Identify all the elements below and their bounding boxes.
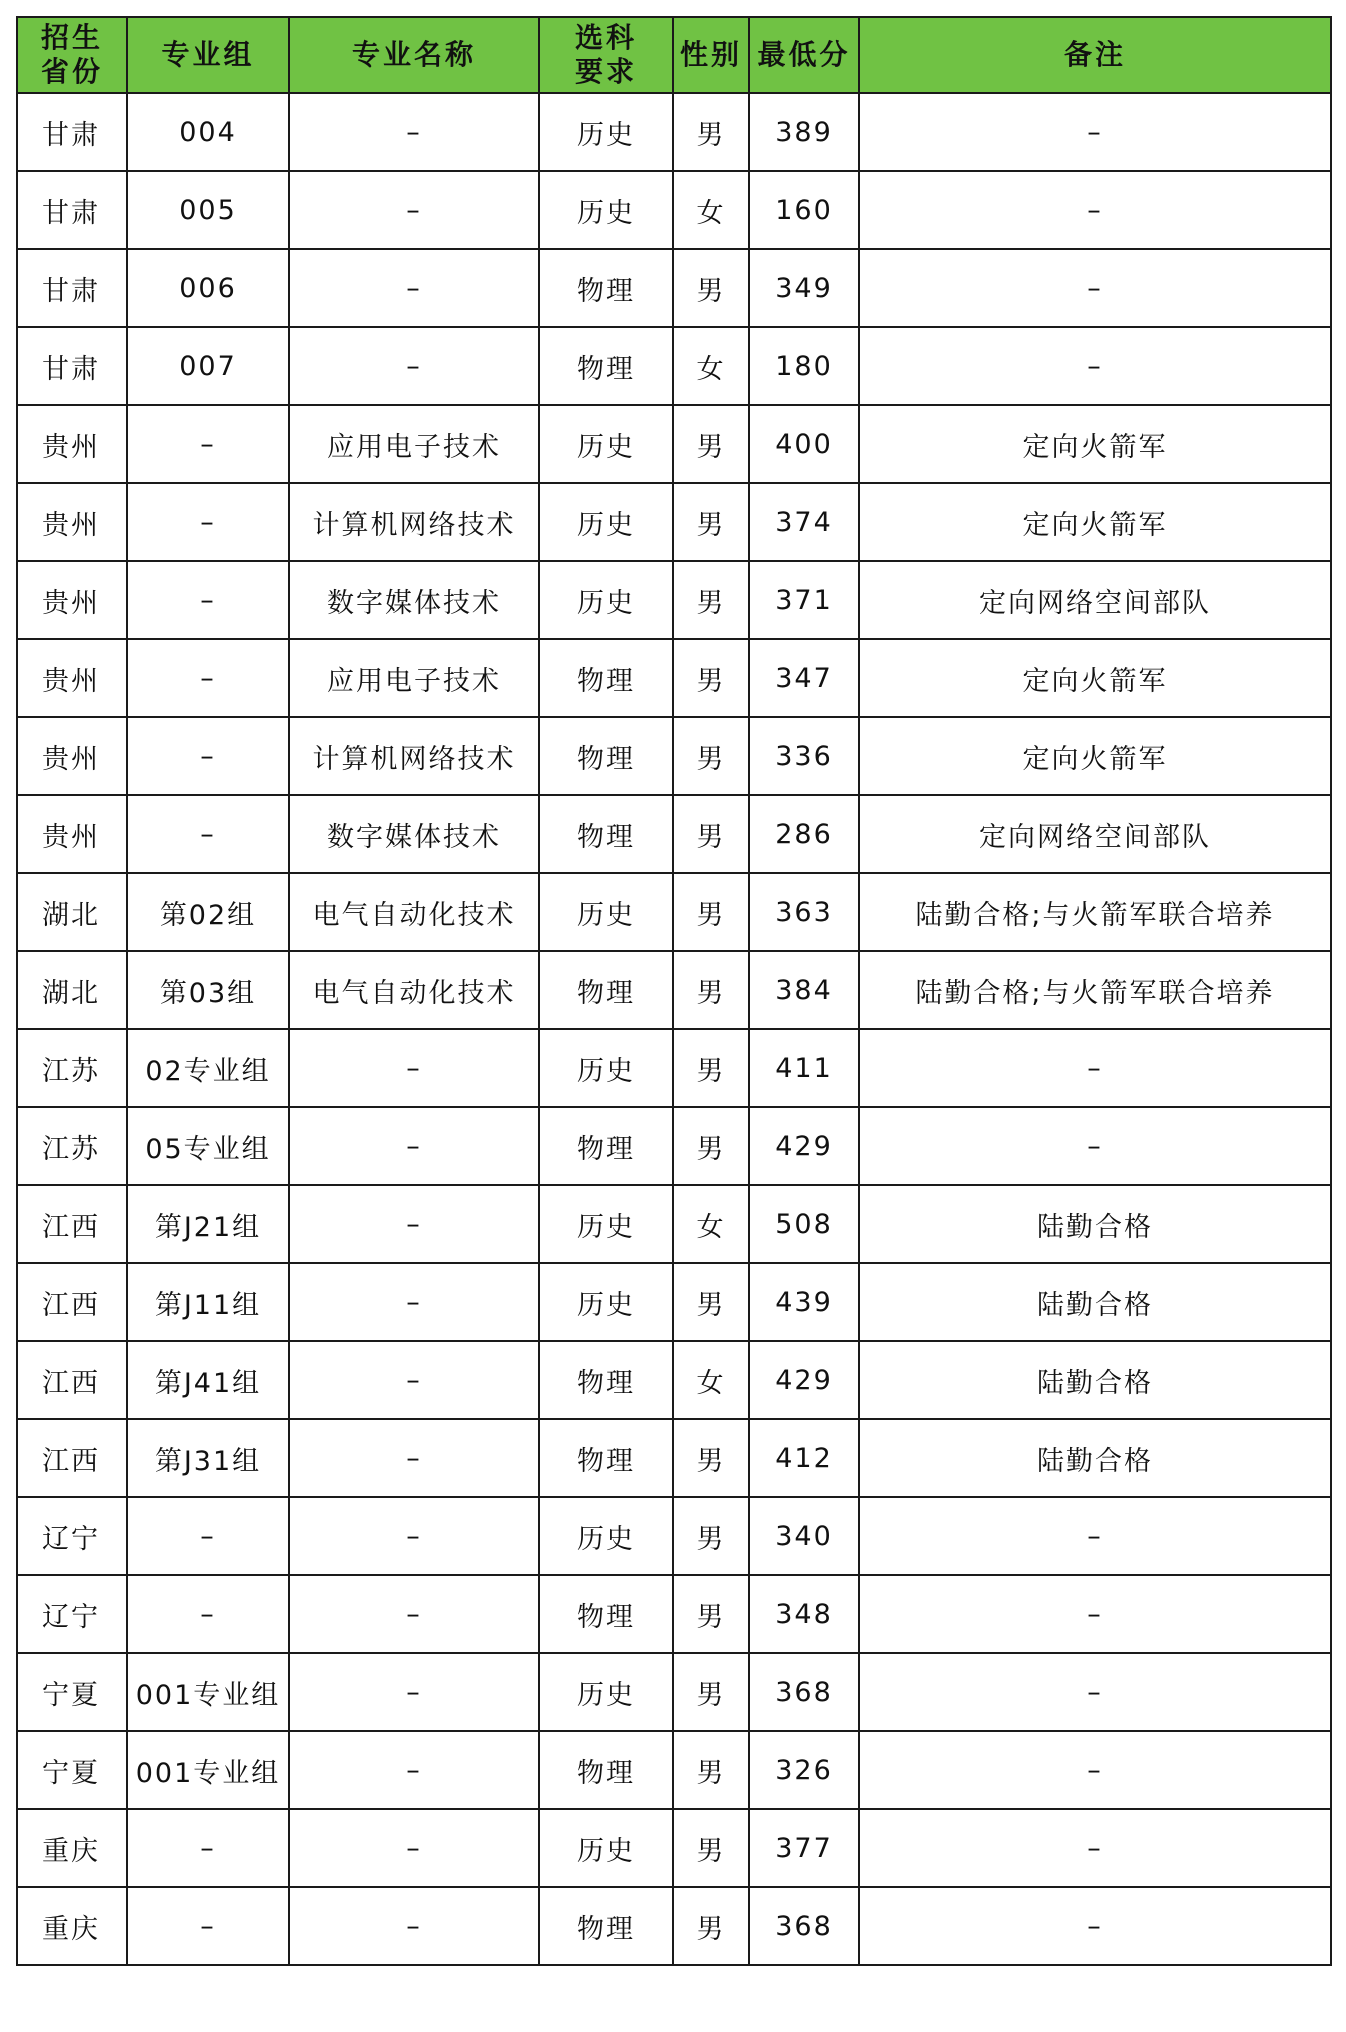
cell-subject: 物理	[539, 249, 673, 327]
cell-min-score: 286	[749, 795, 859, 873]
cell-major: –	[289, 1887, 539, 1965]
cell-major: –	[289, 1653, 539, 1731]
table-row	[17, 171, 1331, 249]
cell-gender: 男	[673, 717, 749, 795]
table-row	[17, 1809, 1331, 1887]
cell-group: –	[127, 639, 289, 717]
cell-province: 甘肃	[17, 93, 127, 171]
cell-group: 004	[127, 93, 289, 171]
cell-group: 001专业组	[127, 1653, 289, 1731]
table-row	[17, 405, 1331, 483]
cell-min-score: 429	[749, 1107, 859, 1185]
cell-group: 第03组	[127, 951, 289, 1029]
cell-major: –	[289, 1341, 539, 1419]
cell-major: 应用电子技术	[289, 405, 539, 483]
cell-remark: –	[859, 1029, 1331, 1107]
cell-gender: 女	[673, 327, 749, 405]
cell-subject: 历史	[539, 1497, 673, 1575]
header-province	[17, 17, 127, 93]
table-row	[17, 1185, 1331, 1263]
cell-min-score: 363	[749, 873, 859, 951]
cell-group: –	[127, 1887, 289, 1965]
cell-min-score: 400	[749, 405, 859, 483]
header-gender: 性别	[673, 17, 749, 93]
cell-min-score: 371	[749, 561, 859, 639]
cell-subject: 历史	[539, 1263, 673, 1341]
cell-group: 第J21组	[127, 1185, 289, 1263]
cell-group: 05专业组	[127, 1107, 289, 1185]
header-province-line1: 招生	[40, 21, 103, 54]
cell-gender: 男	[673, 951, 749, 1029]
cell-min-score: 411	[749, 1029, 859, 1107]
cell-gender: 女	[673, 1185, 749, 1263]
cell-gender: 男	[673, 1809, 749, 1887]
cell-remark: 定向火箭军	[859, 639, 1331, 717]
table-row	[17, 1263, 1331, 1341]
cell-min-score: 389	[749, 93, 859, 171]
cell-province: 辽宁	[17, 1575, 127, 1653]
header-subject-line1: 选科	[574, 21, 637, 54]
cell-subject: 历史	[539, 171, 673, 249]
cell-subject: 历史	[539, 483, 673, 561]
cell-group: 第J11组	[127, 1263, 289, 1341]
cell-gender: 男	[673, 1887, 749, 1965]
table-body	[17, 93, 1331, 1965]
cell-province: 江苏	[17, 1029, 127, 1107]
cell-province: 重庆	[17, 1887, 127, 1965]
cell-remark: 陆勤合格	[859, 1263, 1331, 1341]
cell-province: 甘肃	[17, 171, 127, 249]
cell-gender: 男	[673, 561, 749, 639]
table-row	[17, 1029, 1331, 1107]
cell-group: –	[127, 405, 289, 483]
cell-subject: 物理	[539, 717, 673, 795]
cell-min-score: 368	[749, 1653, 859, 1731]
cell-subject: 历史	[539, 1653, 673, 1731]
cell-min-score: 412	[749, 1419, 859, 1497]
cell-remark: –	[859, 1107, 1331, 1185]
cell-province: 贵州	[17, 561, 127, 639]
cell-remark: 定向网络空间部队	[859, 795, 1331, 873]
cell-province: 辽宁	[17, 1497, 127, 1575]
cell-province: 重庆	[17, 1809, 127, 1887]
cell-gender: 男	[673, 249, 749, 327]
cell-gender: 男	[673, 1263, 749, 1341]
cell-remark: –	[859, 1809, 1331, 1887]
cell-group: –	[127, 1809, 289, 1887]
cell-group: 005	[127, 171, 289, 249]
cell-gender: 男	[673, 483, 749, 561]
admission-score-table	[16, 16, 1332, 1966]
cell-group: –	[127, 1575, 289, 1653]
table-row	[17, 1653, 1331, 1731]
cell-major: –	[289, 1575, 539, 1653]
header-remark: 备注	[859, 17, 1331, 93]
cell-remark: –	[859, 1497, 1331, 1575]
cell-min-score: 340	[749, 1497, 859, 1575]
cell-subject: 历史	[539, 873, 673, 951]
cell-major: –	[289, 327, 539, 405]
cell-major: 计算机网络技术	[289, 717, 539, 795]
cell-min-score: 348	[749, 1575, 859, 1653]
cell-gender: 女	[673, 171, 749, 249]
table-row	[17, 717, 1331, 795]
table-row	[17, 1731, 1331, 1809]
cell-province: 湖北	[17, 873, 127, 951]
cell-gender: 男	[673, 93, 749, 171]
cell-subject: 物理	[539, 951, 673, 1029]
cell-remark: –	[859, 327, 1331, 405]
cell-gender: 男	[673, 1575, 749, 1653]
header-row	[17, 17, 1331, 93]
header-min-score: 最低分	[749, 17, 859, 93]
cell-min-score: 180	[749, 327, 859, 405]
cell-major: –	[289, 249, 539, 327]
cell-remark: –	[859, 1731, 1331, 1809]
cell-min-score: 347	[749, 639, 859, 717]
cell-gender: 男	[673, 873, 749, 951]
cell-major: 应用电子技术	[289, 639, 539, 717]
cell-remark: –	[859, 249, 1331, 327]
cell-province: 江西	[17, 1341, 127, 1419]
cell-major: 电气自动化技术	[289, 873, 539, 951]
cell-gender: 男	[673, 405, 749, 483]
cell-major: –	[289, 1419, 539, 1497]
cell-province: 贵州	[17, 717, 127, 795]
cell-gender: 男	[673, 1419, 749, 1497]
cell-province: 贵州	[17, 795, 127, 873]
admission-table-container	[16, 16, 1330, 1966]
cell-subject: 物理	[539, 639, 673, 717]
cell-subject: 物理	[539, 1107, 673, 1185]
cell-group: 001专业组	[127, 1731, 289, 1809]
table-header	[17, 17, 1331, 93]
cell-subject: 历史	[539, 1185, 673, 1263]
cell-subject: 历史	[539, 1029, 673, 1107]
cell-province: 宁夏	[17, 1653, 127, 1731]
cell-major: –	[289, 93, 539, 171]
table-row	[17, 483, 1331, 561]
table-row	[17, 561, 1331, 639]
cell-remark: 陆勤合格	[859, 1341, 1331, 1419]
cell-min-score: 336	[749, 717, 859, 795]
cell-min-score: 429	[749, 1341, 859, 1419]
cell-subject: 历史	[539, 405, 673, 483]
table-row	[17, 1419, 1331, 1497]
cell-subject: 物理	[539, 327, 673, 405]
cell-min-score: 439	[749, 1263, 859, 1341]
cell-remark: 陆勤合格	[859, 1185, 1331, 1263]
cell-group: –	[127, 483, 289, 561]
cell-group: 第J31组	[127, 1419, 289, 1497]
cell-subject: 物理	[539, 795, 673, 873]
cell-gender: 男	[673, 795, 749, 873]
cell-province: 宁夏	[17, 1731, 127, 1809]
table-row	[17, 1497, 1331, 1575]
cell-province: 湖北	[17, 951, 127, 1029]
header-province-line2: 省份	[40, 55, 103, 88]
cell-gender: 男	[673, 1653, 749, 1731]
cell-remark: 定向火箭军	[859, 483, 1331, 561]
cell-province: 甘肃	[17, 327, 127, 405]
cell-subject: 物理	[539, 1341, 673, 1419]
cell-group: –	[127, 1497, 289, 1575]
cell-major: 计算机网络技术	[289, 483, 539, 561]
cell-gender: 男	[673, 1107, 749, 1185]
cell-gender: 男	[673, 1731, 749, 1809]
cell-province: 贵州	[17, 405, 127, 483]
cell-group: 007	[127, 327, 289, 405]
cell-min-score: 160	[749, 171, 859, 249]
cell-remark: 定向火箭军	[859, 717, 1331, 795]
cell-remark: –	[859, 171, 1331, 249]
cell-subject: 物理	[539, 1887, 673, 1965]
cell-major: –	[289, 1809, 539, 1887]
cell-gender: 男	[673, 1497, 749, 1575]
cell-min-score: 377	[749, 1809, 859, 1887]
cell-group: –	[127, 795, 289, 873]
table-row	[17, 951, 1331, 1029]
cell-subject: 物理	[539, 1419, 673, 1497]
cell-min-score: 349	[749, 249, 859, 327]
header-subject-line2: 要求	[574, 55, 637, 88]
cell-subject: 物理	[539, 1731, 673, 1809]
cell-province: 江苏	[17, 1107, 127, 1185]
cell-min-score: 368	[749, 1887, 859, 1965]
cell-subject: 历史	[539, 93, 673, 171]
cell-major: –	[289, 1731, 539, 1809]
cell-group: –	[127, 717, 289, 795]
cell-remark: –	[859, 93, 1331, 171]
cell-major: 数字媒体技术	[289, 795, 539, 873]
cell-province: 甘肃	[17, 249, 127, 327]
cell-group: 第J41组	[127, 1341, 289, 1419]
table-row	[17, 93, 1331, 171]
header-major: 专业名称	[289, 17, 539, 93]
cell-major: –	[289, 1497, 539, 1575]
table-row	[17, 1107, 1331, 1185]
cell-remark: 定向网络空间部队	[859, 561, 1331, 639]
cell-major: –	[289, 171, 539, 249]
cell-remark: –	[859, 1887, 1331, 1965]
cell-min-score: 384	[749, 951, 859, 1029]
table-row	[17, 873, 1331, 951]
header-subject	[539, 17, 673, 93]
cell-major: 电气自动化技术	[289, 951, 539, 1029]
cell-major: –	[289, 1029, 539, 1107]
header-group: 专业组	[127, 17, 289, 93]
table-row	[17, 795, 1331, 873]
cell-remark: 陆勤合格;与火箭军联合培养	[859, 873, 1331, 951]
table-row	[17, 1341, 1331, 1419]
cell-province: 江西	[17, 1185, 127, 1263]
cell-major: 数字媒体技术	[289, 561, 539, 639]
cell-remark: –	[859, 1653, 1331, 1731]
cell-group: –	[127, 561, 289, 639]
cell-province: 贵州	[17, 639, 127, 717]
cell-province: 江西	[17, 1419, 127, 1497]
cell-subject: 历史	[539, 1809, 673, 1887]
table-row	[17, 1887, 1331, 1965]
cell-gender: 男	[673, 639, 749, 717]
cell-gender: 男	[673, 1029, 749, 1107]
cell-min-score: 326	[749, 1731, 859, 1809]
cell-subject: 物理	[539, 1575, 673, 1653]
cell-min-score: 374	[749, 483, 859, 561]
cell-province: 贵州	[17, 483, 127, 561]
cell-major: –	[289, 1107, 539, 1185]
table-row	[17, 639, 1331, 717]
cell-remark: 定向火箭军	[859, 405, 1331, 483]
cell-remark: –	[859, 1575, 1331, 1653]
table-row	[17, 249, 1331, 327]
cell-group: 006	[127, 249, 289, 327]
cell-province: 江西	[17, 1263, 127, 1341]
table-row	[17, 327, 1331, 405]
cell-min-score: 508	[749, 1185, 859, 1263]
cell-major: –	[289, 1185, 539, 1263]
cell-remark: 陆勤合格	[859, 1419, 1331, 1497]
cell-group: 第02组	[127, 873, 289, 951]
cell-subject: 历史	[539, 561, 673, 639]
cell-group: 02专业组	[127, 1029, 289, 1107]
cell-gender: 女	[673, 1341, 749, 1419]
table-row	[17, 1575, 1331, 1653]
cell-major: –	[289, 1263, 539, 1341]
cell-remark: 陆勤合格;与火箭军联合培养	[859, 951, 1331, 1029]
